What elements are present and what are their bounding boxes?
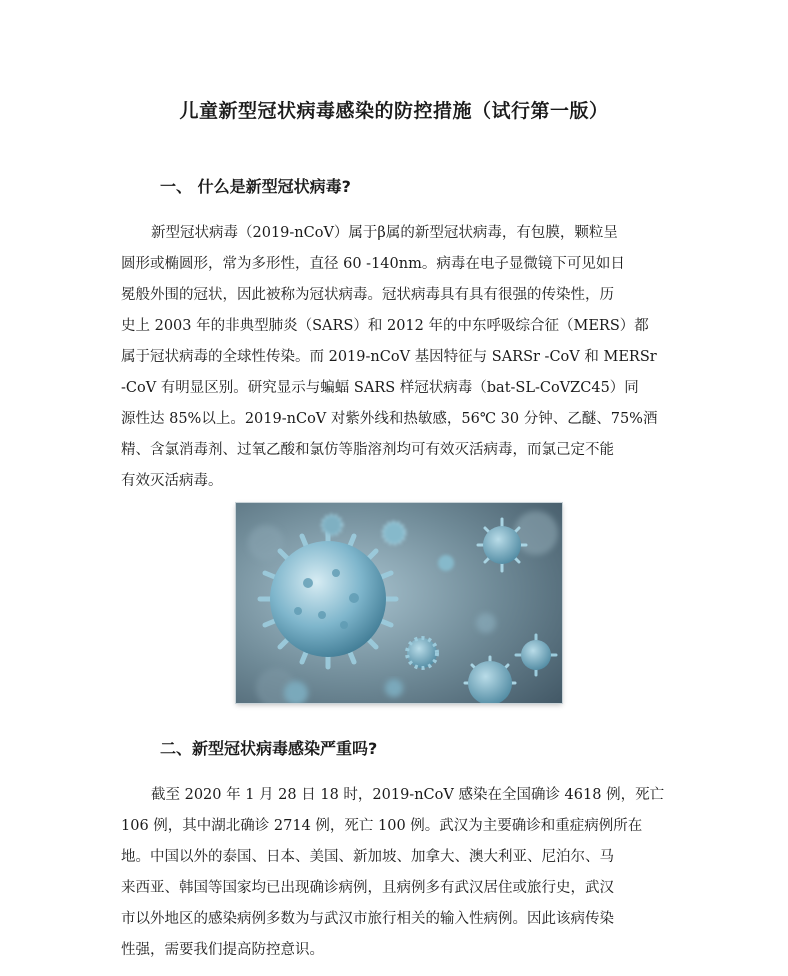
paragraph-line: 地。中国以外的泰国、日本、美国、新加坡、加拿大、澳大利亚、尼泊尔、马 <box>121 849 614 865</box>
section-1-heading: 一、 什么是新型冠状病毒? <box>160 177 351 196</box>
paragraph-line: 来西亚、韩国等国家均已出现确诊病例，且病例多有武汉居住或旅行史，武汉 <box>121 880 614 896</box>
paragraph-line: -CoV 有明显区别。研究显示与蝙蝠 SARS 样冠状病毒（bat-SL-CoVZC45）同 <box>121 380 639 396</box>
paragraph-line: 圆形或椭圆形，常为多形性，直径 60 -140nm。病毒在电子显微镜下可见如日 <box>121 256 625 272</box>
paragraph-line: 有效灭活病毒。 <box>121 473 223 489</box>
paragraph-line: 市以外地区的感染病例多数为与武汉市旅行相关的输入性病例。因此该病传染 <box>121 911 614 927</box>
section-2-paragraph <box>121 780 669 966</box>
document-title: 儿童新型冠状病毒感染的防控措施（试行第一版） <box>179 100 609 122</box>
section-2-heading: 二、新型冠状病毒感染严重吗? <box>160 739 378 758</box>
coronavirus-image <box>236 503 562 703</box>
paragraph-line: 新型冠状病毒（2019-nCoV）属于β属的新型冠状病毒，有包膜，颗粒呈 <box>151 225 618 241</box>
coronavirus-illustration-icon <box>236 503 562 703</box>
paragraph-line: 源性达 85%以上。2019-nCoV 对紫外线和热敏感，56℃ 30 分钟、乙醚、75%酒 <box>121 411 658 427</box>
paragraph-line: 截至 2020 年 1 月 28 日 18 时，2019-nCoV 感染在全国确诊 4618 例，死亡 <box>151 787 665 803</box>
paragraph-line: 史上 2003 年的非典型肺炎（SARS）和 2012 年的中东呼吸综合征（MERS）都 <box>121 318 649 334</box>
paragraph-line: 冕般外围的冠状，因此被称为冠状病毒。冠状病毒具有具有很强的传染性，历 <box>121 287 614 303</box>
paragraph-line: 属于冠状病毒的全球性传染。而 2019-nCoV 基因特征与 SARSr -CoV 和 MERSr <box>121 349 657 365</box>
paragraph-line: 106 例，其中湖北确诊 2714 例，死亡 100 例。武汉为主要确诊和重症病例所在 <box>121 818 643 834</box>
paragraph-line: 精、含氯消毒剂、过氧乙酸和氯仿等脂溶剂均可有效灭活病毒，而氯己定不能 <box>121 442 614 458</box>
paragraph-line: 性强，需要我们提高防控意识。 <box>121 942 324 958</box>
section-1-paragraph <box>121 218 669 497</box>
